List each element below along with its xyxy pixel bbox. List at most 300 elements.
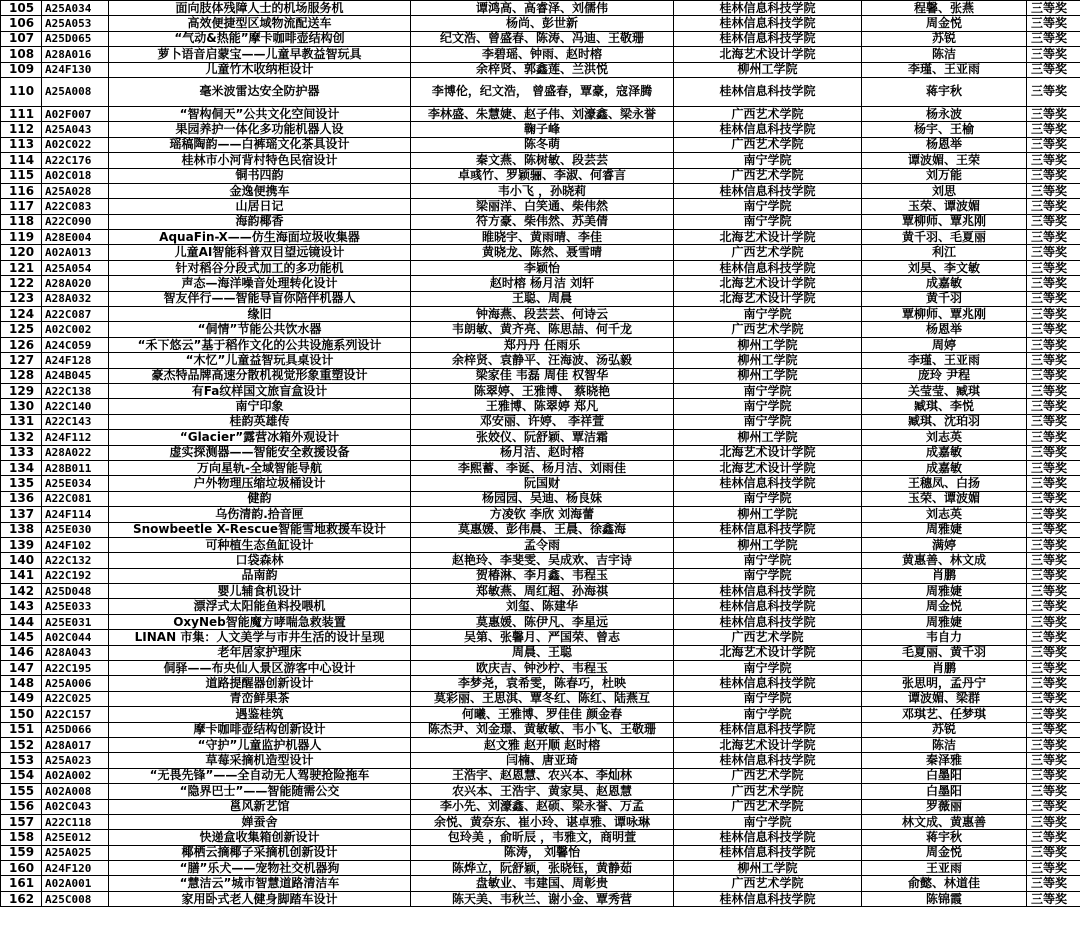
row-number-cell: 125 [1,322,42,337]
table-row [1,445,1080,460]
table-row [1,568,1080,583]
table-row [1,753,1080,768]
project-title-cell: 儿童AI智能科普双目望远镜设计 [109,245,411,260]
advisor-cell: 刘昊、李文敏 [862,260,1027,275]
entry-code-cell: A24F102 [42,537,109,552]
advisor-cell: 黄惠善、林文成 [862,553,1027,568]
entry-code-cell: A28A017 [42,737,109,752]
advisor-cell: 杨永波 [862,106,1027,121]
advisor-cell: 李瑾、王亚雨 [862,62,1027,77]
award-level-cell: 三等奖 [1027,322,1080,337]
table-row [1,491,1080,506]
school-cell: 广西艺术学院 [674,630,862,645]
project-title-cell: “禾下悠云”基于稻作文化的公共设施系列设计 [109,337,411,352]
entry-code-cell: A28A020 [42,276,109,291]
project-title-cell: 草莓采摘机造型设计 [109,753,411,768]
table-row [1,614,1080,629]
team-members-cell: 纪文浩、曾盛春、陈涛、冯迪、王敬珊 [411,31,674,46]
advisor-cell: 杨恩举 [862,322,1027,337]
entry-code-cell: A02F007 [42,106,109,121]
entry-code-cell: A28A016 [42,47,109,62]
award-level-cell: 三等奖 [1027,753,1080,768]
table-row [1,168,1080,183]
table-row [1,722,1080,737]
advisor-cell: 张思明，孟丹宁 [862,676,1027,691]
entry-code-cell: A25C008 [42,891,109,906]
table-row [1,507,1080,522]
row-number-cell: 145 [1,630,42,645]
table-row [1,630,1080,645]
school-cell: 桂林信息科技学院 [674,183,862,198]
advisor-cell: 陈洁 [862,47,1027,62]
project-title-cell: 果园养护一体化多功能机器人设 [109,122,411,137]
team-members-cell: 杨园园、吴迪、杨良妹 [411,491,674,506]
table-row [1,183,1080,198]
school-cell: 广西艺术学院 [674,876,862,891]
table-row [1,737,1080,752]
row-number-cell: 136 [1,491,42,506]
award-level-cell: 三等奖 [1027,661,1080,676]
advisor-cell: 黄千羽、毛夏丽 [862,230,1027,245]
team-members-cell: 鞠子峰 [411,122,674,137]
team-members-cell: 李博伦，纪文浩， 曾盛春，覃豪，寇泽腾 [411,77,674,106]
project-title-cell: 乌伤清韵.拾音匣 [109,507,411,522]
school-cell: 南宁学院 [674,399,862,414]
project-title-cell: “膳”乐犬——宠物社交机器狗 [109,861,411,876]
team-members-cell: 周晨、王聪 [411,645,674,660]
award-level-cell: 三等奖 [1027,47,1080,62]
school-cell: 南宁学院 [674,307,862,322]
project-title-cell: 青峦鲜果茶 [109,691,411,706]
row-number-cell: 154 [1,768,42,783]
project-title-cell: 健韵 [109,491,411,506]
advisor-cell: 周金悦 [862,845,1027,860]
row-number-cell: 123 [1,291,42,306]
table-row [1,553,1080,568]
advisor-cell: 白墨阳 [862,768,1027,783]
project-title-cell: 快递盒收集箱创新设计 [109,830,411,845]
entry-code-cell: A22C195 [42,661,109,676]
table-row [1,322,1080,337]
team-members-cell: 李小先、刘濠鑫、赵硕、梁永誉、万孟 [411,799,674,814]
row-number-cell: 148 [1,676,42,691]
team-members-cell: 余梓贤、郭鑫莲、兰洪悦 [411,62,674,77]
table-row [1,230,1080,245]
project-title-cell: Snowbeetle X-Rescue智能雪地救援车设计 [109,522,411,537]
project-title-cell: “无畏先锋”——全自动无人驾驶抢险拖车 [109,768,411,783]
row-number-cell: 127 [1,353,42,368]
award-level-cell: 三等奖 [1027,830,1080,845]
award-level-cell: 三等奖 [1027,737,1080,752]
advisor-cell: 周婷 [862,337,1027,352]
project-title-cell: “守护”儿童监护机器人 [109,737,411,752]
team-members-cell: 方凌钦 李欣 刘海蕾 [411,507,674,522]
table-row [1,106,1080,121]
team-members-cell: 李熙蓄、李诞、杨月洁、刘雨佳 [411,460,674,475]
entry-code-cell: A28A032 [42,291,109,306]
row-number-cell: 118 [1,214,42,229]
table-row [1,830,1080,845]
advisor-cell: 杨恩举 [862,137,1027,152]
award-level-cell: 三等奖 [1027,507,1080,522]
award-level-cell: 三等奖 [1027,16,1080,31]
row-number-cell: 158 [1,830,42,845]
table-row [1,399,1080,414]
project-title-cell: 摩卡咖啡壶结构创新设计 [109,722,411,737]
award-list-body [1,1,1080,907]
team-members-cell: 刘玺、陈建华 [411,599,674,614]
entry-code-cell: A22C140 [42,399,109,414]
entry-code-cell: A22C083 [42,199,109,214]
project-title-cell: “智构侗天”公共文化空间设计 [109,106,411,121]
team-members-cell: 张姣仪、阮舒颖、覃洁霜 [411,430,674,445]
advisor-cell: 谭波媚、王荣 [862,153,1027,168]
school-cell: 桂林信息科技学院 [674,830,862,845]
award-level-cell: 三等奖 [1027,1,1080,16]
award-level-cell: 三等奖 [1027,245,1080,260]
project-title-cell: 邕风新艺馆 [109,799,411,814]
table-row [1,814,1080,829]
row-number-cell: 113 [1,137,42,152]
school-cell: 广西艺术学院 [674,137,862,152]
project-title-cell: 虚实探测器——智能安全救援设备 [109,445,411,460]
advisor-cell: 韦自力 [862,630,1027,645]
award-level-cell: 三等奖 [1027,399,1080,414]
team-members-cell: 包玲美 ，俞昕辰 ，韦雅文，商明萱 [411,830,674,845]
award-level-cell: 三等奖 [1027,368,1080,383]
project-title-cell: OxyNeb智能魔方哮喘急救装置 [109,614,411,629]
entry-code-cell: A28B011 [42,460,109,475]
row-number-cell: 143 [1,599,42,614]
award-level-cell: 三等奖 [1027,291,1080,306]
row-number-cell: 155 [1,784,42,799]
advisor-cell: 玉荣、谭波媚 [862,491,1027,506]
team-members-cell: 黄晓龙、陈然、聂雪晴 [411,245,674,260]
table-row [1,799,1080,814]
entry-code-cell: A22C192 [42,568,109,583]
project-title-cell: 桂韵英雄传 [109,414,411,429]
entry-code-cell: A02A002 [42,768,109,783]
advisor-cell: 肖鹏 [862,568,1027,583]
school-cell: 南宁学院 [674,214,862,229]
table-row [1,891,1080,906]
advisor-cell: 李瑾、王亚雨 [862,353,1027,368]
team-members-cell: 闫楠、唐亚琦 [411,753,674,768]
school-cell: 桂林信息科技学院 [674,522,862,537]
advisor-cell: 罗薇丽 [862,799,1027,814]
advisor-cell: 苏锐 [862,722,1027,737]
entry-code-cell: A02C018 [42,168,109,183]
row-number-cell: 160 [1,861,42,876]
award-level-cell: 三等奖 [1027,676,1080,691]
award-level-cell: 三等奖 [1027,707,1080,722]
school-cell: 桂林信息科技学院 [674,599,862,614]
school-cell: 桂林信息科技学院 [674,1,862,16]
row-number-cell: 137 [1,507,42,522]
school-cell: 南宁学院 [674,691,862,706]
school-cell: 桂林信息科技学院 [674,614,862,629]
school-cell: 桂林信息科技学院 [674,476,862,491]
advisor-cell: 谭波媚、梁群 [862,691,1027,706]
team-members-cell: 赵时榕 杨月洁 刘轩 [411,276,674,291]
project-title-cell: 道路提醒器创新设计 [109,676,411,691]
team-members-cell: 李颖怡 [411,260,674,275]
table-row [1,861,1080,876]
school-cell: 柳州工学院 [674,62,862,77]
project-title-cell: 婴儿辅食机设计 [109,584,411,599]
project-title-cell: 金逸便携车 [109,183,411,198]
project-title-cell: “木忆”儿童益智玩具桌设计 [109,353,411,368]
row-number-cell: 139 [1,537,42,552]
row-number-cell: 109 [1,62,42,77]
table-row [1,31,1080,46]
school-cell: 柳州工学院 [674,353,862,368]
advisor-cell: 周雅婕 [862,614,1027,629]
team-members-cell: 秦文燕、陈树敏、段芸芸 [411,153,674,168]
team-members-cell: 余梓贤、袁静平、汪海波、汤弘毅 [411,353,674,368]
table-row [1,599,1080,614]
table-row [1,876,1080,891]
advisor-cell: 秦泽雅 [862,753,1027,768]
award-level-cell: 三等奖 [1027,784,1080,799]
school-cell: 柳州工学院 [674,861,862,876]
team-members-cell: 余悦、黄奈东、崔小玲、谌卓雅、谭咏琳 [411,814,674,829]
row-number-cell: 126 [1,337,42,352]
team-members-cell: 杨月洁、赵时榕 [411,445,674,460]
entry-code-cell: A25A054 [42,260,109,275]
row-number-cell: 110 [1,77,42,106]
project-title-cell: 萝卜语音启蒙宝——儿童早教益智玩具 [109,47,411,62]
advisor-cell: 杨宇、王榆 [862,122,1027,137]
project-title-cell: LINAN 市集：人文美学与市井生活的设计呈现 [109,630,411,645]
table-row [1,291,1080,306]
advisor-cell: 刘万能 [862,168,1027,183]
entry-code-cell: A25D065 [42,31,109,46]
project-title-cell: 桂林市小河背村特色民宿设计 [109,153,411,168]
entry-code-cell: A02C002 [42,322,109,337]
team-members-cell: 赵文雅 赵开顺 赵时榕 [411,737,674,752]
advisor-cell: 俞懿、林道佳 [862,876,1027,891]
award-level-cell: 三等奖 [1027,307,1080,322]
row-number-cell: 107 [1,31,42,46]
school-cell: 南宁学院 [674,153,862,168]
team-members-cell: 莫彩丽、王思淇、覃冬红、陈红、陆燕互 [411,691,674,706]
award-level-cell: 三等奖 [1027,168,1080,183]
table-row [1,276,1080,291]
table-row [1,383,1080,398]
table-row [1,430,1080,445]
row-number-cell: 124 [1,307,42,322]
project-title-cell: AquaFin-X——仿生海面垃圾收集器 [109,230,411,245]
team-members-cell: 王浩宇、赵恩慧、农兴本、李灿林 [411,768,674,783]
award-level-cell: 三等奖 [1027,460,1080,475]
entry-code-cell: A22C118 [42,814,109,829]
award-level-cell: 三等奖 [1027,691,1080,706]
row-number-cell: 128 [1,368,42,383]
entry-code-cell: A25A034 [42,1,109,16]
team-members-cell: 陈冬萌 [411,137,674,152]
school-cell: 南宁学院 [674,383,862,398]
advisor-cell: 周雅婕 [862,522,1027,537]
school-cell: 柳州工学院 [674,368,862,383]
advisor-cell: 毛夏丽、黄千羽 [862,645,1027,660]
award-level-cell: 三等奖 [1027,337,1080,352]
advisor-cell: 成嘉敏 [862,460,1027,475]
school-cell: 广西艺术学院 [674,168,862,183]
row-number-cell: 149 [1,691,42,706]
award-level-cell: 三等奖 [1027,214,1080,229]
entry-code-cell: A25E012 [42,830,109,845]
school-cell: 柳州工学院 [674,537,862,552]
entry-code-cell: A24F128 [42,353,109,368]
award-level-cell: 三等奖 [1027,799,1080,814]
award-level-cell: 三等奖 [1027,230,1080,245]
award-level-cell: 三等奖 [1027,630,1080,645]
entry-code-cell: A22C081 [42,491,109,506]
entry-code-cell: A02C022 [42,137,109,152]
school-cell: 北海艺术设计学院 [674,460,862,475]
row-number-cell: 117 [1,199,42,214]
school-cell: 桂林信息科技学院 [674,77,862,106]
team-members-cell: 梁丽洋、白笑通、柴伟然 [411,199,674,214]
project-title-cell: 遇鉴桂筑 [109,707,411,722]
team-members-cell: 韦朗敏、黄齐亮、陈思喆、何千龙 [411,322,674,337]
row-number-cell: 159 [1,845,42,860]
award-level-cell: 三等奖 [1027,137,1080,152]
table-row [1,245,1080,260]
school-cell: 北海艺术设计学院 [674,276,862,291]
advisor-cell: 林文成、黄惠善 [862,814,1027,829]
project-title-cell: 户外物理压缩垃圾桶设计 [109,476,411,491]
table-row [1,214,1080,229]
entry-code-cell: A22C090 [42,214,109,229]
row-number-cell: 134 [1,460,42,475]
project-title-cell: 缘旧 [109,307,411,322]
team-members-cell: 欧庆吉、钟沙柠、韦程玉 [411,661,674,676]
table-row [1,47,1080,62]
team-members-cell: 吴第、张馨月、严国荣、曾志 [411,630,674,645]
table-row [1,707,1080,722]
team-members-cell: 睢晓宇、黄雨晴、李佳 [411,230,674,245]
award-level-cell: 三等奖 [1027,31,1080,46]
project-title-cell: 品南韵 [109,568,411,583]
team-members-cell: 李碧瑶、钟雨、赵时榕 [411,47,674,62]
row-number-cell: 141 [1,568,42,583]
table-row [1,199,1080,214]
advisor-cell: 成嘉敏 [862,276,1027,291]
entry-code-cell: A22C176 [42,153,109,168]
award-level-cell: 三等奖 [1027,537,1080,552]
row-number-cell: 105 [1,1,42,16]
school-cell: 南宁学院 [674,553,862,568]
award-level-cell: 三等奖 [1027,476,1080,491]
award-level-cell: 三等奖 [1027,276,1080,291]
table-row [1,414,1080,429]
advisor-cell: 蒋宇秋 [862,77,1027,106]
advisor-cell: 苏锐 [862,31,1027,46]
project-title-cell: 南宁印象 [109,399,411,414]
advisor-cell: 周雅婕 [862,584,1027,599]
project-title-cell: 铜书四韵 [109,168,411,183]
entry-code-cell: A02A008 [42,784,109,799]
table-row [1,153,1080,168]
advisor-cell: 肖鹏 [862,661,1027,676]
team-members-cell: 陈烨立，阮舒颖，张晓钰，黄静茹 [411,861,674,876]
table-row [1,260,1080,275]
project-title-cell: 声态—海洋噪音处理转化设计 [109,276,411,291]
team-members-cell: 王聪、周晨 [411,291,674,306]
project-title-cell: 高效便捷型区域物流配送车 [109,16,411,31]
award-level-cell: 三等奖 [1027,353,1080,368]
team-members-cell: 郑丹丹 任雨乐 [411,337,674,352]
team-members-cell: 符方豪、柴伟然、苏美倩 [411,214,674,229]
row-number-cell: 153 [1,753,42,768]
entry-code-cell: A25A008 [42,77,109,106]
advisor-cell: 覃柳师、覃兆刚 [862,214,1027,229]
table-row [1,16,1080,31]
school-cell: 南宁学院 [674,491,862,506]
award-level-cell: 三等奖 [1027,614,1080,629]
row-number-cell: 133 [1,445,42,460]
row-number-cell: 129 [1,383,42,398]
entry-code-cell: A28E004 [42,230,109,245]
entry-code-cell: A24F114 [42,507,109,522]
entry-code-cell: A25E031 [42,614,109,629]
table-row [1,122,1080,137]
advisor-cell: 刘志英 [862,507,1027,522]
entry-code-cell: A25A025 [42,845,109,860]
row-number-cell: 138 [1,522,42,537]
award-level-cell: 三等奖 [1027,891,1080,906]
school-cell: 桂林信息科技学院 [674,676,862,691]
advisor-cell: 臧琪、沈珀羽 [862,414,1027,429]
row-number-cell: 144 [1,614,42,629]
award-level-cell: 三等奖 [1027,568,1080,583]
award-level-cell: 三等奖 [1027,861,1080,876]
row-number-cell: 111 [1,106,42,121]
award-level-cell: 三等奖 [1027,876,1080,891]
school-cell: 广西艺术学院 [674,799,862,814]
row-number-cell: 130 [1,399,42,414]
project-title-cell: 漂浮式太阳能鱼料投喂机 [109,599,411,614]
advisor-cell: 蒋宇秋 [862,830,1027,845]
school-cell: 南宁学院 [674,814,862,829]
school-cell: 桂林信息科技学院 [674,753,862,768]
project-title-cell: 海韵椰香 [109,214,411,229]
award-level-cell: 三等奖 [1027,768,1080,783]
team-members-cell: 贺椿淋、李月鑫、韦程玉 [411,568,674,583]
school-cell: 北海艺术设计学院 [674,445,862,460]
entry-code-cell: A25D048 [42,584,109,599]
entry-code-cell: A25D066 [42,722,109,737]
row-number-cell: 119 [1,230,42,245]
school-cell: 北海艺术设计学院 [674,737,862,752]
advisor-cell: 满婷 [862,537,1027,552]
entry-code-cell: A22C138 [42,383,109,398]
table-row [1,307,1080,322]
school-cell: 广西艺术学院 [674,322,862,337]
team-members-cell: 陈杰尹、刘金璟、黄敏敏、韦小飞、王敬珊 [411,722,674,737]
advisor-cell: 刘思 [862,183,1027,198]
team-members-cell: 杨尚、彭世新 [411,16,674,31]
award-level-cell: 三等奖 [1027,845,1080,860]
advisor-cell: 周金悦 [862,599,1027,614]
school-cell: 南宁学院 [674,568,862,583]
entry-code-cell: A02C043 [42,799,109,814]
school-cell: 桂林信息科技学院 [674,584,862,599]
entry-code-cell: A02C044 [42,630,109,645]
advisor-cell: 王穗凤、白扬 [862,476,1027,491]
